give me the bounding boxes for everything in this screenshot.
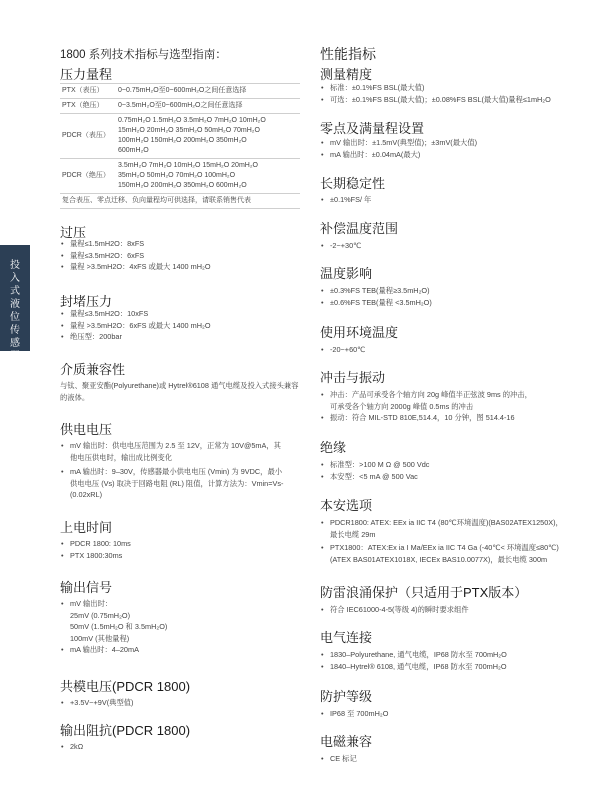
heading-shock-vibration: 冲击与振动 — [320, 370, 386, 385]
list-item: • 绝压型：200bar — [60, 331, 211, 343]
heading-compensated-temp: 补偿温度范围 — [320, 221, 399, 236]
heading-insulation: 绝缘 — [320, 440, 347, 455]
temp-effect-list — [320, 285, 432, 308]
media-text: 与钛、聚亚安酯(Polyurethane)或 Hytrel®6108 通气电缆及投入式接头兼容的液体。 — [60, 381, 299, 402]
heading-pressure-range: 压力量程 — [60, 67, 113, 82]
heading-supply-voltage: 供电电压 — [60, 422, 113, 437]
compensated-list — [320, 240, 361, 252]
list-item: • mA 输出时：±0.04mA(最大) — [320, 149, 477, 161]
protection-list — [320, 708, 388, 720]
list-item: • CE 标记 — [320, 753, 357, 765]
range-line: 100mH₂O 150mH₂O 200mH₂O 350mH₂O — [118, 137, 247, 144]
document-title: 1800 系列技术指标与选型指南： — [60, 49, 227, 61]
list-line: • PDCR1800: ATEX: EEx ia IIC T4 (80℃环境温度)(BAS02ATEX1250X)， — [330, 518, 563, 527]
list-line: 他电压供电时，输出成比例变化 — [70, 452, 173, 462]
list-line: 最长电缆 29m — [330, 529, 376, 539]
output-list — [60, 598, 167, 656]
list-item: • 可选：±0.1%FS BSL(最大值)；±0.08%FS BSL(最大值)量程≤1mH₂O — [320, 94, 551, 106]
list-item: • PDCR 1800: 10ms — [60, 538, 131, 550]
list-line: 可承受各个轴方向 2000g 峰值 0.5ms 的冲击 — [330, 401, 474, 411]
burst-list — [60, 308, 211, 343]
list-item: • ±0.1%FS/ 年 — [320, 194, 371, 206]
list-item: • ±0.6%FS TEB(量程 <3.5mH₂O) — [320, 297, 432, 309]
list-item — [60, 466, 283, 501]
list-line: 25mV (0.75mH₂O) — [70, 610, 131, 620]
range-key: PTX（绝压） — [62, 102, 104, 109]
output-impedance-list — [60, 741, 83, 753]
overpressure-list — [60, 238, 211, 273]
list-item: • 量程≤3.5mH2O：10xFS — [60, 308, 211, 320]
table-row — [60, 99, 300, 114]
list-line: • 冲击：产品可承受各个轴方向 20g 峰值半正弦波 9ms 的冲击， — [330, 390, 532, 399]
heading-emc: 电磁兼容 — [320, 734, 373, 749]
list-line: • mV 输出时： — [70, 599, 113, 608]
operating-temp-list — [320, 344, 365, 356]
range-line: 3.5mH₂O 7mH₂O 10mH₂O 15mH₂O 20mH₂O — [118, 162, 259, 169]
side-tab-label: 投入式液位传感器 — [10, 260, 20, 362]
heading-output-signal: 输出信号 — [60, 580, 113, 595]
heading-electrical-connection: 电气连接 — [320, 630, 373, 645]
electrical-list — [320, 649, 507, 672]
zero-span-list — [320, 137, 477, 160]
range-key: PTX（表压） — [62, 87, 104, 94]
list-item: • 标准型：>100 M Ω @ 500 Vdc — [320, 459, 429, 471]
list-item: • 振动：符合 MIL-STD 810E,514.4，10 分钟，图 514.4-16 — [320, 412, 532, 424]
heading-temp-effect: 温度影响 — [320, 266, 373, 281]
list-item: • mA 输出时：4–20mA — [60, 644, 167, 656]
list-item: • 1830–Polyurethane, 通气电缆，IP68 防水至 700mH₂O — [320, 649, 507, 661]
list-item: • -2~+30℃ — [320, 240, 361, 252]
heading-overpressure: 过压 — [60, 225, 87, 240]
list-line: • mA 输出时：9–30V，传感器最小供电电压 (Vmin) 为 9VDC，最小 — [70, 467, 283, 476]
accuracy-list — [320, 82, 551, 105]
range-line: 600mH₂O — [118, 147, 149, 154]
list-line: • PTX1800：ATEX:Ex ia I Ma/EEx ia IIC T4 Ga (-40℃< 环境温度≤80℃) — [330, 543, 559, 552]
list-line: 50mV (1.5mH₂O 和 3.5mH₂O) — [70, 622, 168, 631]
list-item: • 量程 >3.5mH2O：4xFS 或最大 1400 mH₂O — [60, 261, 211, 273]
heading-intrinsic-safety: 本安选项 — [320, 498, 373, 513]
range-line: 35mH₂O 50mH₂O 70mH₂O 100mH₂O — [118, 172, 236, 179]
heading-rise-time: 上电时间 — [60, 520, 113, 535]
pressure-range-table — [60, 83, 300, 209]
supply-list — [60, 440, 283, 501]
insulation-list — [320, 459, 429, 482]
range-value — [116, 159, 300, 194]
list-item: • -20~+60℃ — [320, 344, 365, 356]
range-line: 0.75mH₂O 1.5mH₂O 3.5mH₂O 7mH₂O 10mH₂O — [118, 117, 266, 124]
list-line: (ATEX BAS01ATEX1018X, IECEx BAS10.0077X)，最长电缆 300m — [330, 554, 548, 564]
list-item: • mV 输出时：±1.5mV(典型值)；±3mV(最大值) — [320, 137, 477, 149]
table-row — [60, 114, 300, 159]
heading-operating-temp: 使用环境温度 — [320, 325, 399, 340]
heading-protection-class: 防护等级 — [320, 689, 373, 704]
list-item: • ±0.3%FS TEB(量程≥3.5mH₂O) — [320, 285, 432, 297]
heading-common-mode: 共模电压(PDCR 1800) — [60, 679, 191, 694]
list-item — [320, 389, 532, 412]
list-item: • 符合 IEC61000-4-5(等级 4)的瞬时要求组件 — [320, 604, 469, 616]
list-item: • 1840–Hytrel® 6108, 通气电缆，IP68 防水至 700mH₂O — [320, 661, 507, 673]
list-item: • 量程≤3.5mH2O：6xFS — [60, 250, 211, 262]
list-item: • +3.5V~+9V(典型值) — [60, 697, 133, 709]
heading-performance: 性能指标 — [320, 46, 376, 62]
range-value: 0~0.75mH₂O至0~600mH₂O之间任意选择 — [118, 87, 247, 94]
common-mode-list — [60, 697, 133, 709]
range-note: 复合表压、零点迁移、负向量程均可供选择，请联系销售代表 — [62, 197, 251, 204]
range-key: PDCR（绝压） — [62, 172, 110, 179]
list-item — [60, 598, 167, 644]
list-line: (0.02xRL) — [70, 490, 103, 499]
stability-list — [320, 194, 371, 206]
list-item: • 量程≤1.5mH2O：8xFS — [60, 238, 211, 250]
list-item: • 标准：±0.1%FS BSL(最大值) — [320, 82, 551, 94]
table-row — [60, 159, 300, 194]
heading-stability: 长期稳定性 — [320, 176, 386, 191]
range-line: 150mH₂O 200mH₂O 350mH₂O 600mH₂O — [118, 182, 247, 189]
heading-surge-protection: 防雷浪涌保护（只适用于PTX版本） — [320, 585, 528, 600]
list-line: 100mV (其他量程) — [70, 633, 130, 643]
table-row — [60, 84, 300, 99]
heading-burst-pressure: 封堵压力 — [60, 294, 113, 309]
list-item — [320, 542, 563, 565]
emc-list — [320, 753, 357, 765]
heading-output-impedance: 输出阻抗(PDCR 1800) — [60, 723, 191, 738]
rise-time-list — [60, 538, 131, 561]
heading-zero-span: 零点及满量程设置 — [320, 121, 425, 136]
range-value: 0~3.5mH₂O至0~600mH₂O之间任意选择 — [118, 102, 243, 109]
heading-accuracy: 测量精度 — [320, 67, 373, 82]
intrinsic-list — [320, 517, 563, 565]
range-key: PDCR（表压） — [62, 132, 110, 139]
shock-list — [320, 389, 532, 424]
list-item: • PTX 1800:30ms — [60, 550, 131, 562]
list-line: • mV 输出时：供电电压范围为 2.5 至 12V，正常为 10V@5mA，其 — [70, 441, 281, 450]
list-item — [60, 440, 283, 463]
list-item: • 本安型：<5 mA @ 500 Vac — [320, 471, 429, 483]
list-line: 供电电压 (Vs) 取决于回路电阻 (RL) 阻值，计算方法为：Vmin=Vs- — [70, 478, 284, 488]
heading-media-compatibility: 介质兼容性 — [60, 362, 126, 377]
list-item: • IP68 至 700mH₂O — [320, 708, 388, 720]
side-category-tab — [0, 245, 30, 362]
surge-list — [320, 604, 469, 616]
list-item — [320, 517, 563, 540]
range-value — [116, 114, 300, 159]
table-row — [60, 194, 300, 209]
list-item: • 量程 >3.5mH2O：6xFS 或最大 1400 mH₂O — [60, 320, 211, 332]
range-line: 15mH₂O 20mH₂O 35mH₂O 50mH₂O 70mH₂O — [118, 127, 260, 134]
list-item: • 2kΩ — [60, 741, 83, 753]
